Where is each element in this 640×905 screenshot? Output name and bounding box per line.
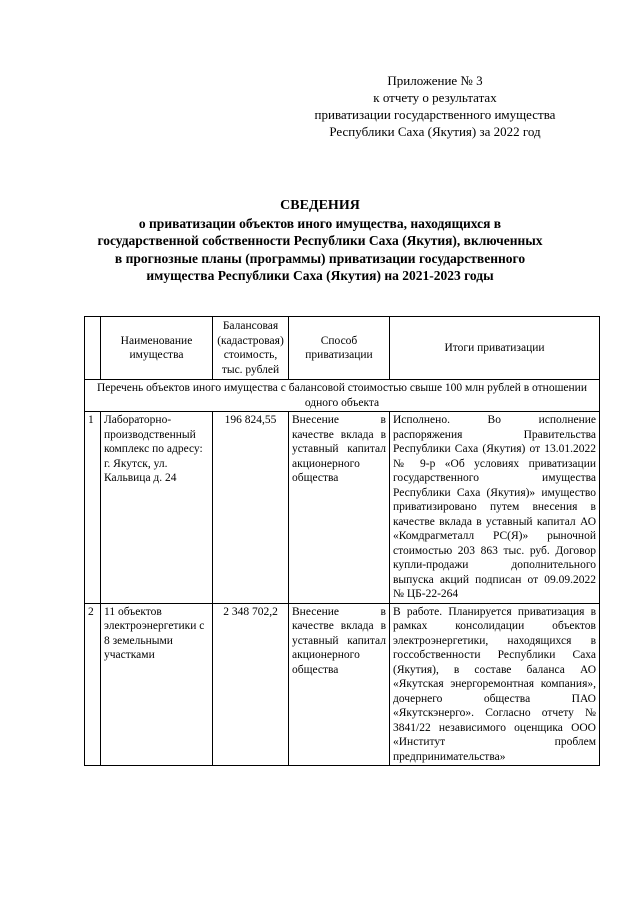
- appendix-line: приватизации государственного имущества: [314, 107, 556, 122]
- table-header-row: [85, 317, 600, 380]
- header-num: [85, 317, 101, 380]
- section-title: Перечень объектов иного имущества с балансовой стоимостью свыше 100 млн рублей в отношении одного объекта: [85, 380, 600, 412]
- row-num: 2: [85, 603, 101, 766]
- row-value: 196 824,55: [213, 412, 289, 604]
- privatization-table: [84, 316, 600, 766]
- section-row: [85, 380, 600, 412]
- heading-line: в прогнозные планы (программы) приватизации государственного: [114, 250, 526, 266]
- row-method: Внесение в качестве вклада в уставный капитал акционерного общества: [289, 412, 390, 604]
- appendix-line: Республики Саха (Якутия) за 2022 год: [329, 124, 541, 139]
- header-method: Способ приватизации: [289, 317, 390, 380]
- appendix-block: [300, 72, 570, 140]
- header-result: Итоги приватизации: [390, 317, 600, 380]
- heading-line: о приватизации объектов иного имущества, находящихся в: [138, 215, 502, 231]
- row-result: В работе. Планируется приватизация в рамках консолидации объектов электроэнергетики, находящихся в госсобственности Республики Саха (Якутия), в составе баланса АО «Якутская энергоремонтная компания», дочернего общества ПАО «Якутскэнерго». Согласно отчету № 3841/22 независимого оценщика ООО «Институт проблем предпринимательства»: [390, 603, 600, 766]
- document-heading: [60, 197, 580, 285]
- table-row: [85, 412, 600, 604]
- row-num: 1: [85, 412, 101, 604]
- table-row: [85, 603, 600, 766]
- header-value: Балансовая (кадастровая) стоимость, тыс. рублей: [213, 317, 289, 380]
- row-name: 11 объектов электроэнергетики с 8 земельными участками: [101, 603, 213, 766]
- row-result: Исполнено. Во исполнение распоряжения Правительства Республики Саха (Якутия) от 13.01.2022 № 9-р «Об условиях приватизации государственного имущества Республики Саха (Якутия)» имущество приватизировано путем внесения в качестве вклада в уставный капитал АО «Комдрагметалл РС(Я)» рыночной стоимостью 203 863 тыс. руб. Договор купли-продажи дополнительного выпуска акций подписан от 09.09.2022 № ЦБ-22-264: [390, 412, 600, 604]
- header-name: Наименование имущества: [101, 317, 213, 380]
- row-name: Лабораторно-производственный комплекс по адресу: г. Якутск, ул. Кальвица д. 24: [101, 412, 213, 604]
- row-method: Внесение в качестве вклада в уставный капитал акционерного общества: [289, 603, 390, 766]
- appendix-line: Приложение № 3: [387, 73, 483, 88]
- heading-title: СВЕДЕНИЯ: [280, 198, 360, 213]
- appendix-line: к отчету о результатах: [373, 90, 497, 105]
- heading-line: государственной собственности Республики Саха (Якутия), включенных: [97, 233, 543, 248]
- heading-line: имущества Республики Саха (Якутия) на 2021-2023 годы: [146, 268, 494, 283]
- row-value: 2 348 702,2: [213, 603, 289, 766]
